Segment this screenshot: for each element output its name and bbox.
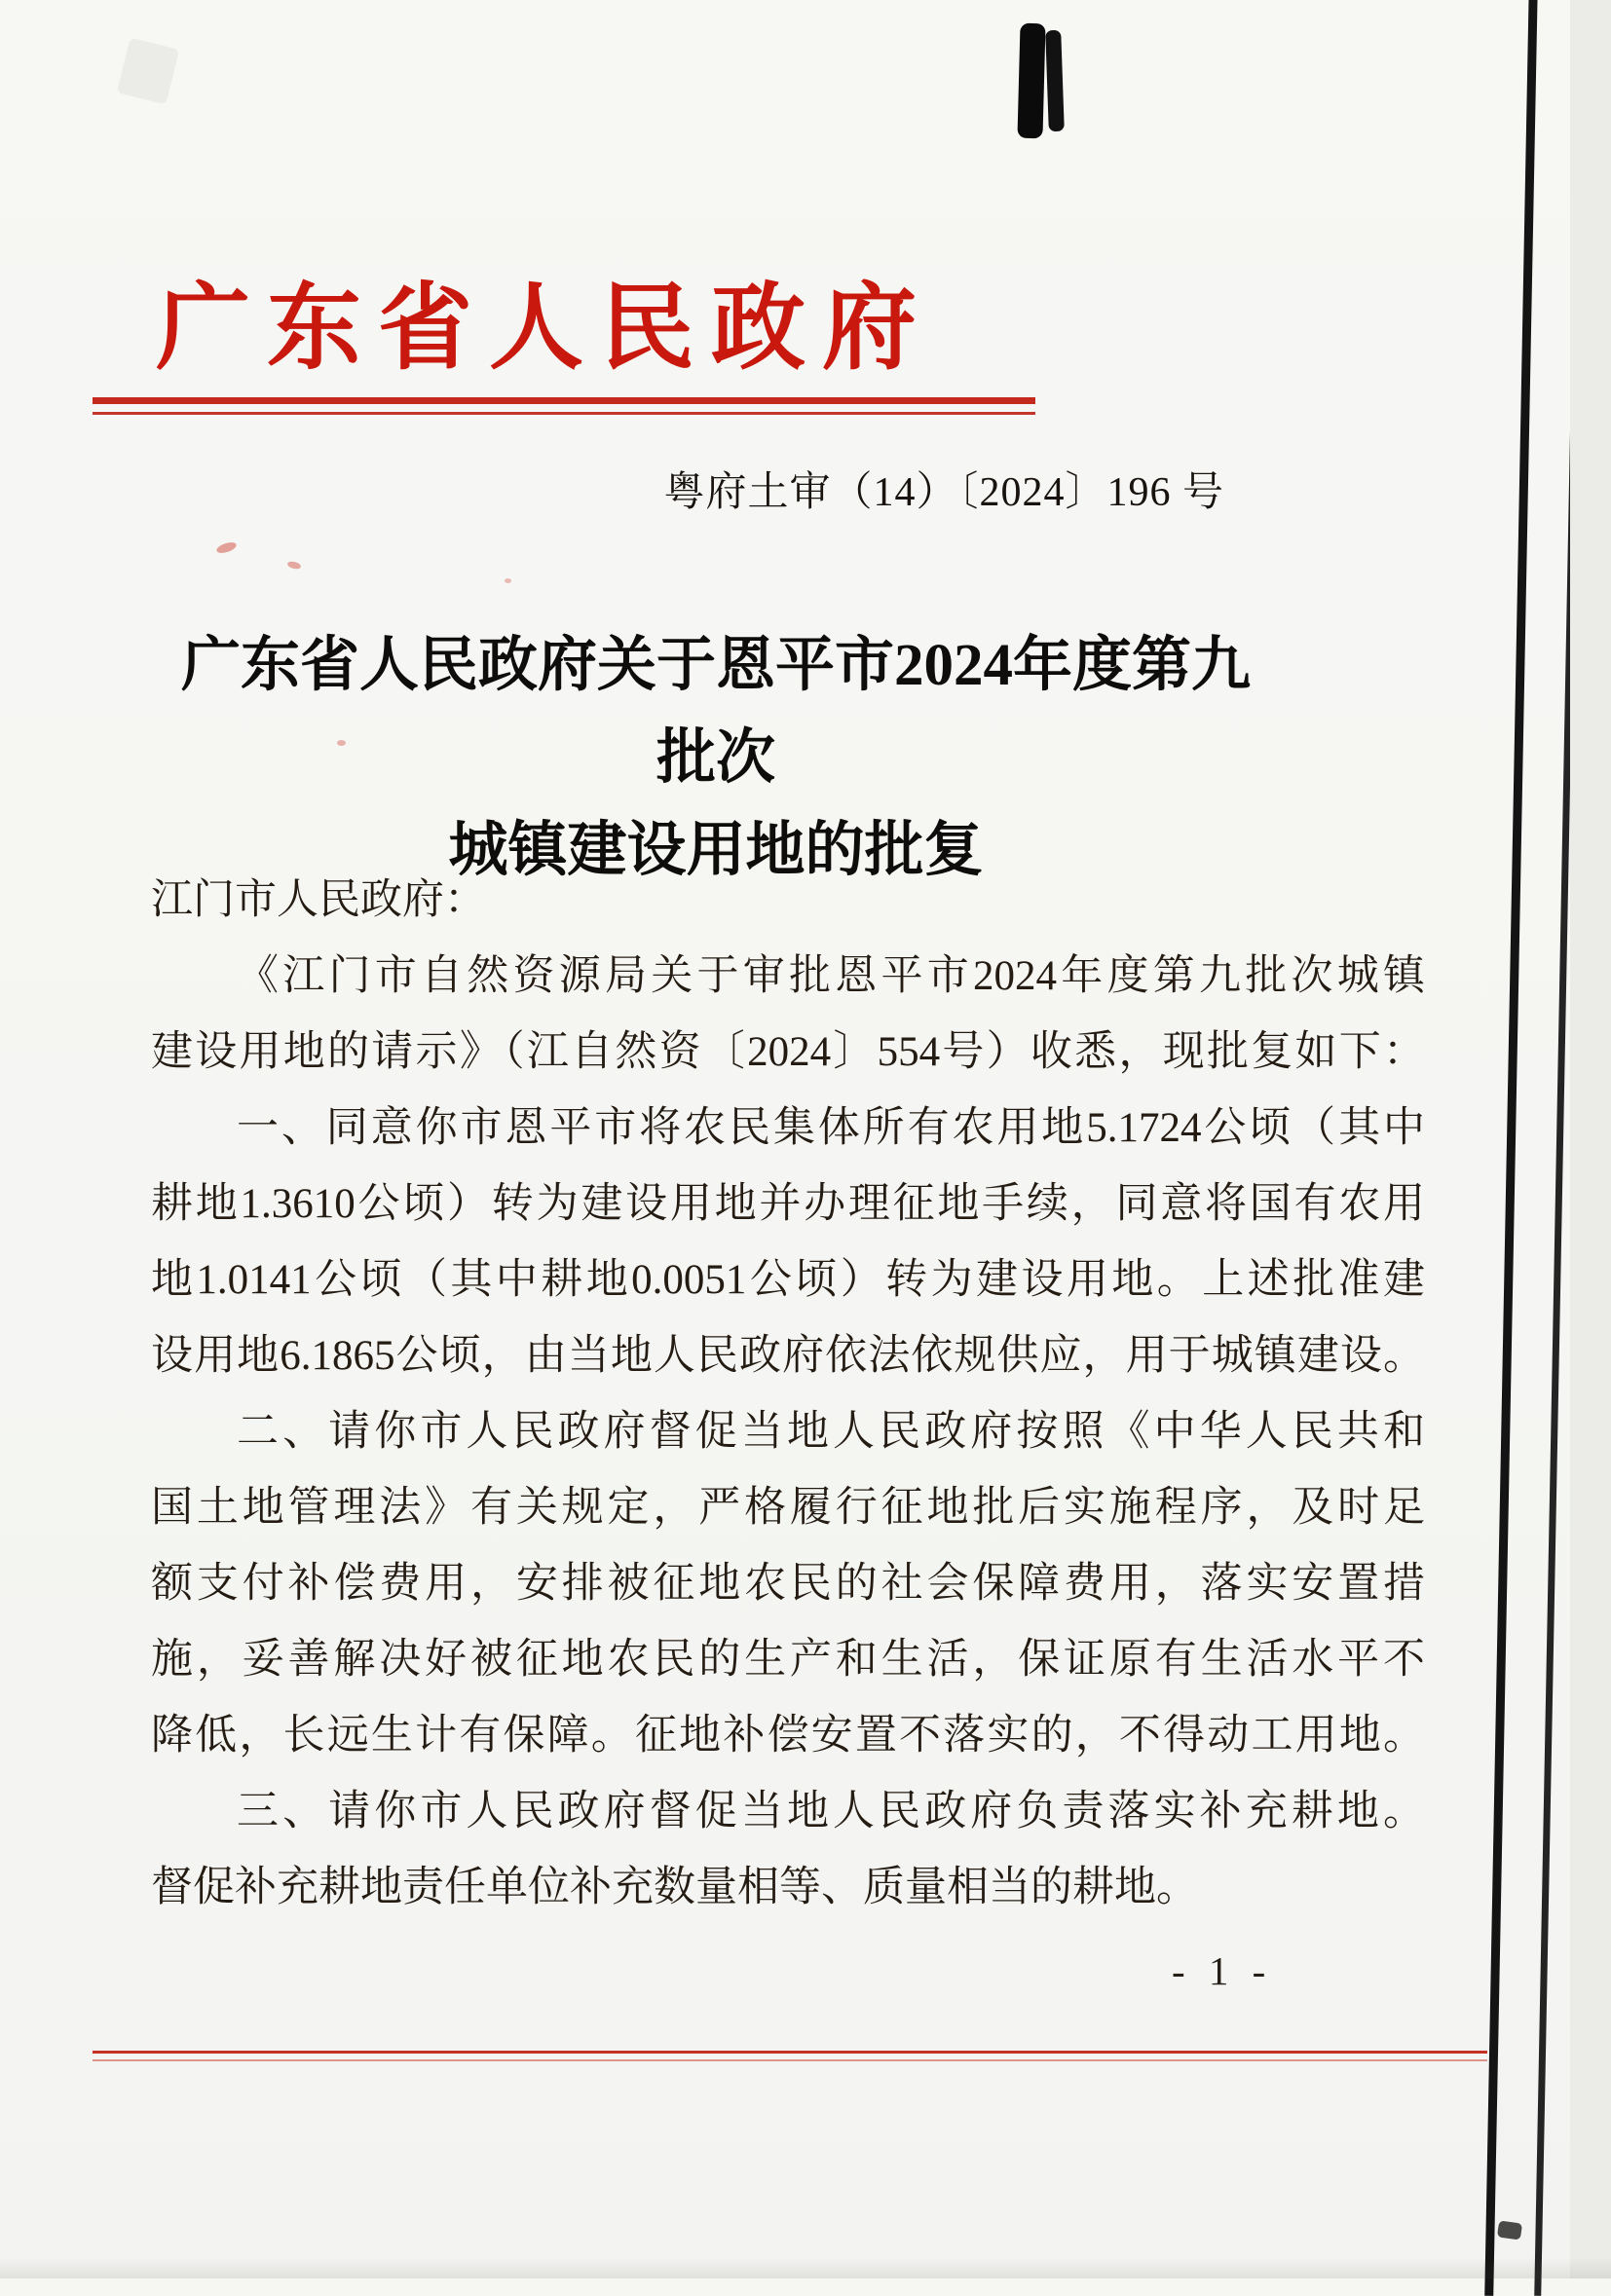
scan-bottom-shadow <box>0 2257 1611 2278</box>
footer-rule <box>93 2051 1487 2054</box>
body-line: 降低，长远生计有保障。征地补偿安置不落实的，不得动工用地。 <box>151 1713 1425 1759</box>
body-line: 耕地1.3610公顷）转为建设用地并办理征地手续，同意将国有农用 <box>151 1181 1425 1227</box>
doc-number: 粤府土审（14）〔2024〕196 号 <box>663 470 1224 515</box>
scan-ink-blotch <box>1017 23 1045 139</box>
letterhead-rule-thin <box>93 412 1035 415</box>
body-line: 地1.0141公顷（其中耕地0.0051公顷）转为建设用地。上述批准建 <box>151 1257 1425 1303</box>
letterhead-title: 广东省人民政府 <box>156 277 933 381</box>
body-line: 一、同意你市恩平市将农民集体所有农用地5.1724公顷（其中 <box>237 1105 1425 1151</box>
body-line: 设用地6.1865公顷，由当地人民政府依法依规供应，用于城镇建设。 <box>151 1333 1425 1379</box>
body-line: 三、请你市人民政府督促当地人民政府负责落实补充耕地。 <box>237 1789 1425 1834</box>
body-line: 江门市人民政府： <box>151 877 486 923</box>
scan-fold-line <box>1484 0 1538 2296</box>
red-stamp-smudge <box>286 560 301 570</box>
red-stamp-smudge <box>505 578 511 583</box>
document-title-line2: 城镇建设用地的批复 <box>448 818 984 883</box>
body-line: 建设用地的请示》（江自然资〔2024〕554号）收悉，现批复如下： <box>151 1029 1425 1075</box>
page-number: - 1 - <box>1172 1948 1273 1993</box>
body-line: 督促补充耕地责任单位补充数量相等、质量相当的耕地。 <box>151 1865 1198 1910</box>
scan-ink-mark <box>1497 2220 1522 2240</box>
red-stamp-smudge <box>215 540 238 555</box>
scan-corner-fold <box>117 38 179 105</box>
document-title-line1: 广东省人民政府关于恩平市2024年度第九批次 <box>180 633 1251 791</box>
footer-rule-echo <box>93 2059 1487 2061</box>
document-title <box>156 619 1276 897</box>
body-line: 二、请你市人民政府督促当地人民政府按照《中华人民共和 <box>237 1409 1425 1455</box>
letterhead-rule-thick <box>93 397 1035 404</box>
scan-ink-blotch <box>1045 30 1065 131</box>
body-line: 国土地管理法》有关规定，严格履行征地批后实施程序，及时足 <box>151 1485 1425 1531</box>
document-body <box>151 863 1425 1926</box>
body-line: 《江门市自然资源局关于审批恩平市2024年度第九批次城镇 <box>237 953 1425 999</box>
body-line: 额支付补偿费用，安排被征地农民的社会保障费用，落实安置措 <box>151 1561 1425 1607</box>
scan-edge-band <box>1570 0 1611 2278</box>
body-line: 施，妥善解决好被征地农民的生产和生活，保证原有生活水平不 <box>151 1637 1425 1683</box>
